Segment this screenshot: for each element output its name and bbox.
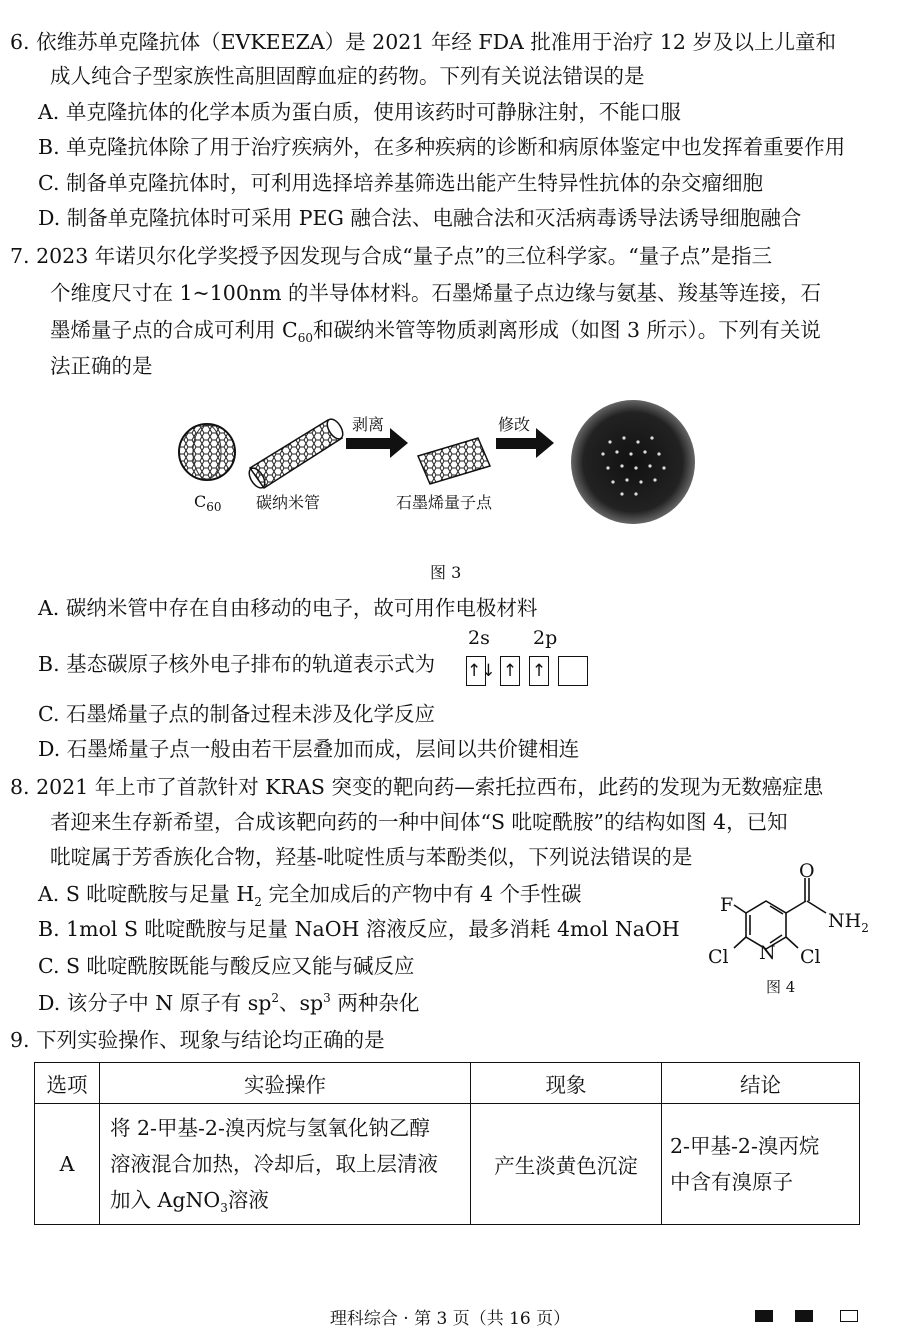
atom-cl-right-label: Cl [800, 946, 821, 968]
atom-n-label: N [759, 942, 776, 964]
q8-stem-line-1: 8. 2021 年上市了首款针对 KRAS 突变的靶向药—索托拉西布，此药的发现为无数癌症患 [10, 775, 824, 799]
q7-option-a: A. 碳纳米管中存在自由移动的电子，故可用作电极材料 [38, 596, 538, 620]
q6-stem-line-1: 6. 依维苏单克隆抗体（EVKEEZA）是 2021 年经 FDA 批准用于治疗 12 岁及以上儿童和 [10, 30, 836, 54]
figure-3 [178, 398, 718, 528]
q6-stem-line-2: 成人纯合子型家族性高胆固醇血症的药物。下列有关说法错误的是 [50, 64, 645, 88]
q7-stem-line-3: 墨烯量子点的合成可利用 $C_{60}$和碳纳米管等物质剥离形成（如图 3 所示）。下列有关说 [50, 318, 821, 346]
orbital-2s-label: 2s [468, 627, 490, 649]
orbital-2p-label: 2p [533, 627, 558, 649]
q6-option-d: D. 制备单克隆抗体时可采用 PEG 融合法、电融合法和灭活病毒诱导法诱导细胞融合 [38, 206, 802, 230]
orbital-2p-box-1: ↑ [500, 656, 520, 686]
q7-option-d: D. 石墨烯量子点一般由若干层叠加而成，层间以共价键相连 [38, 737, 580, 761]
q8-option-c: C. S 吡啶酰胺既能与酸反应又能与碱反应 [38, 954, 415, 978]
q9-stem: 9. 下列实验操作、现象与结论均正确的是 [10, 1028, 385, 1052]
row-phenomenon: 产生淡黄色沉淀 [471, 1104, 662, 1225]
q8-stem-line-3: 吡啶属于芳香族化合物，羟基-吡啶性质与苯酚类似，下列说法错误的是 [50, 845, 693, 869]
quantum-dot [571, 400, 695, 524]
figure-4-caption: 图 4 [766, 978, 796, 996]
figure-3-caption: 图 3 [430, 563, 462, 582]
marker-square-1 [755, 1310, 773, 1322]
q8-option-b: B. 1mol S 吡啶酰胺与足量 NaOH 溶液反应，最多消耗 4mol NaOH [38, 917, 680, 941]
q7-option-c: C. 石墨烯量子点的制备过程未涉及化学反应 [38, 702, 435, 726]
table-row [35, 1104, 860, 1225]
gqd-label: 石墨烯量子点 [396, 493, 493, 512]
atom-cl-left-label: Cl [708, 946, 729, 968]
q8-option-d: D. 该分子中 N 原子有 $sp^2$、$sp^3$ 两种杂化 [38, 991, 420, 1015]
table-header-operation: 实验操作 [100, 1063, 471, 1104]
atom-o-label: O [799, 860, 815, 882]
table-header-phenomenon: 现象 [471, 1063, 662, 1104]
q6-option-a: A. 单克隆抗体的化学本质为蛋白质，使用该药时可静脉注射，不能口服 [38, 100, 681, 124]
atom-nh2-label: $NH_2$ [828, 910, 869, 935]
q7-stem-line-2: 个维度尺寸在 1~100nm 的半导体材料。石墨烯量子点边缘与氨基、羧基等连接，石 [50, 281, 822, 305]
q8-option-a: A. S 吡啶酰胺与足量 $H_2$ 完全加成后的产物中有 4 个手性碳 [38, 882, 582, 910]
orbital-2p-box-3 [558, 656, 588, 686]
orbital-2s-box: ↑↓ [466, 656, 486, 686]
row-option: A [35, 1104, 100, 1225]
c60-label: $C_{60}$ [194, 492, 222, 515]
graphene-sheet [418, 438, 490, 484]
page-footer: 理科综合 · 第 3 页（共 16 页） [329, 1309, 571, 1329]
marker-square-3 [840, 1310, 858, 1322]
table-header-conclusion: 结论 [662, 1063, 860, 1104]
q8-stem-line-2: 者迎来生存新希望，合成该靶向药的一种中间体“S 吡啶酰胺”的结构如图 4，已知 [50, 810, 788, 834]
q7-stem-line-4: 法正确的是 [50, 354, 153, 378]
figure-4 [700, 860, 880, 998]
table-header-option: 选项 [35, 1063, 100, 1104]
nanotube-label: 碳纳米管 [256, 493, 321, 512]
row-operation: 将 2-甲基-2-溴丙烷与氢氧化钠乙醇 溶液混合加热，冷却后，取上层清液 加入 AgNO$_3$溶液 [100, 1104, 471, 1225]
q7-option-b: B. 基态碳原子核外电子排布的轨道表示式为 [38, 652, 436, 676]
strip-label: 剥离 [352, 415, 385, 434]
atom-f-label: F [720, 894, 734, 916]
experiment-table [34, 1062, 860, 1225]
row-conclusion: 2-甲基-2-溴丙烷 中含有溴原子 [662, 1104, 860, 1225]
c60-molecule [179, 424, 235, 480]
marker-square-2 [795, 1310, 813, 1322]
q7-stem-line-1: 7. 2023 年诺贝尔化学奖授予因发现与合成“量子点”的三位科学家。“量子点”是指三 [10, 244, 773, 268]
orbital-2p-box-2: ↑ [529, 656, 549, 686]
modify-label: 修改 [498, 415, 531, 434]
q6-option-c: C. 制备单克隆抗体时，可利用选择培养基筛选出能产生特异性抗体的杂交瘤细胞 [38, 171, 763, 195]
carbon-nanotube [246, 416, 346, 490]
table-header-row [35, 1063, 860, 1104]
q6-option-b: B. 单克隆抗体除了用于治疗疾病外，在多种疾病的诊断和病原体鉴定中也发挥着重要作用 [38, 135, 846, 159]
